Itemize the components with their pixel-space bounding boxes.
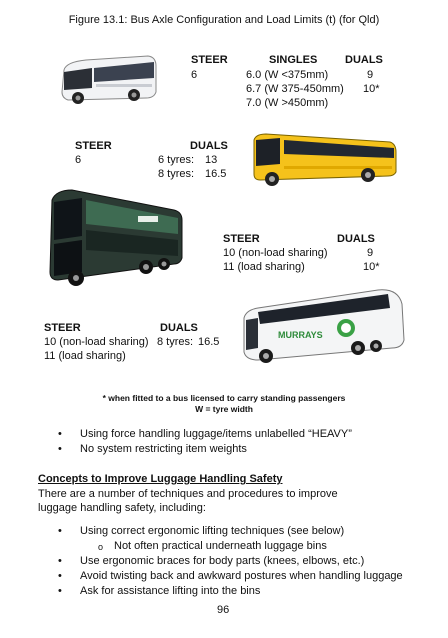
s4-duals-header: DUALS <box>160 322 198 334</box>
s3-row-2-steer: 11 (load sharing) <box>223 261 305 273</box>
s3-row-1-steer: 10 (non-load sharing) <box>223 247 328 259</box>
murrays-logo: MURRAYS <box>278 330 323 340</box>
section-heading: Concepts to Improve Luggage Handling Safety <box>38 473 283 485</box>
bullet-ergonomic-braces: • Use ergonomic braces for body parts (knees, elbows, etc.) <box>80 554 364 568</box>
bullet-lifting-techniques: • Using correct ergonomic lifting techniques (see below) <box>80 524 344 538</box>
s4-duals-value: 16.5 <box>198 336 220 348</box>
s1-duals-header: DUALS <box>345 54 383 66</box>
s1-dual-1: 9 <box>367 69 374 81</box>
s4-steer-row-2: 11 (load sharing) <box>44 350 126 362</box>
s1-steer-value: 6 <box>191 69 198 81</box>
bullet-ask-assistance: • Ask for assistance lifting into the bins <box>80 584 260 598</box>
s2-row-2-label: 8 tyres: <box>158 168 195 180</box>
s4-steer-header: STEER <box>44 322 81 334</box>
s1-singles-header: SINGLES <box>269 54 318 66</box>
s2-steer-value: 6 <box>75 154 82 166</box>
note-tyre-width: W = tyre width <box>195 404 253 414</box>
murrays-coach-photo <box>238 282 408 368</box>
bullet-force-handling: • Using force handling luggage/items unlabelled “HEAVY” <box>80 427 352 441</box>
s4-duals-label: 8 tyres: <box>157 336 194 348</box>
s3-steer-header: STEER <box>223 233 260 245</box>
s1-steer-header: STEER <box>191 54 228 66</box>
s2-row-2-value: 16.5 <box>205 168 227 180</box>
s3-row-2-duals: 10* <box>363 261 380 273</box>
s1-single-3: 7.0 (W >450mm) <box>246 97 329 109</box>
sub-bullet-luggage-bins: o Not often practical underneath luggage bins <box>114 539 327 553</box>
s3-row-1-duals: 9 <box>367 247 374 259</box>
yellow-bus-photo <box>250 128 398 192</box>
s1-single-1: 6.0 (W <375mm) <box>246 69 329 81</box>
bullet-no-system: • No system restricting item weights <box>80 442 247 456</box>
s4-steer-row-1: 10 (non-load sharing) <box>44 336 149 348</box>
note-standing-passengers: * when fitted to a bus licensed to carry standing passengers <box>102 393 346 403</box>
s2-row-1-label: 6 tyres: <box>158 154 195 166</box>
double-decker-photo <box>42 184 184 288</box>
s1-single-2: 6.7 (W 375-450mm) <box>246 83 344 95</box>
s3-duals-header: DUALS <box>337 233 375 245</box>
bullet-avoid-twisting: • Avoid twisting back and awkward postures when handling luggage <box>80 569 403 583</box>
s2-duals-header: DUALS <box>190 140 228 152</box>
s1-dual-2: 10* <box>363 83 380 95</box>
intro-paragraph: There are a number of techniques and procedures to improve luggage handling safety, including: <box>38 488 338 514</box>
page-number: 96 <box>217 604 230 616</box>
s2-row-1-value: 13 <box>205 154 218 166</box>
figure-caption: Figure 13.1: Bus Axle Configuration and Load Limits (t) (for Qld) <box>68 14 380 26</box>
s2-steer-header: STEER <box>75 140 112 152</box>
white-coach-photo <box>56 48 160 110</box>
